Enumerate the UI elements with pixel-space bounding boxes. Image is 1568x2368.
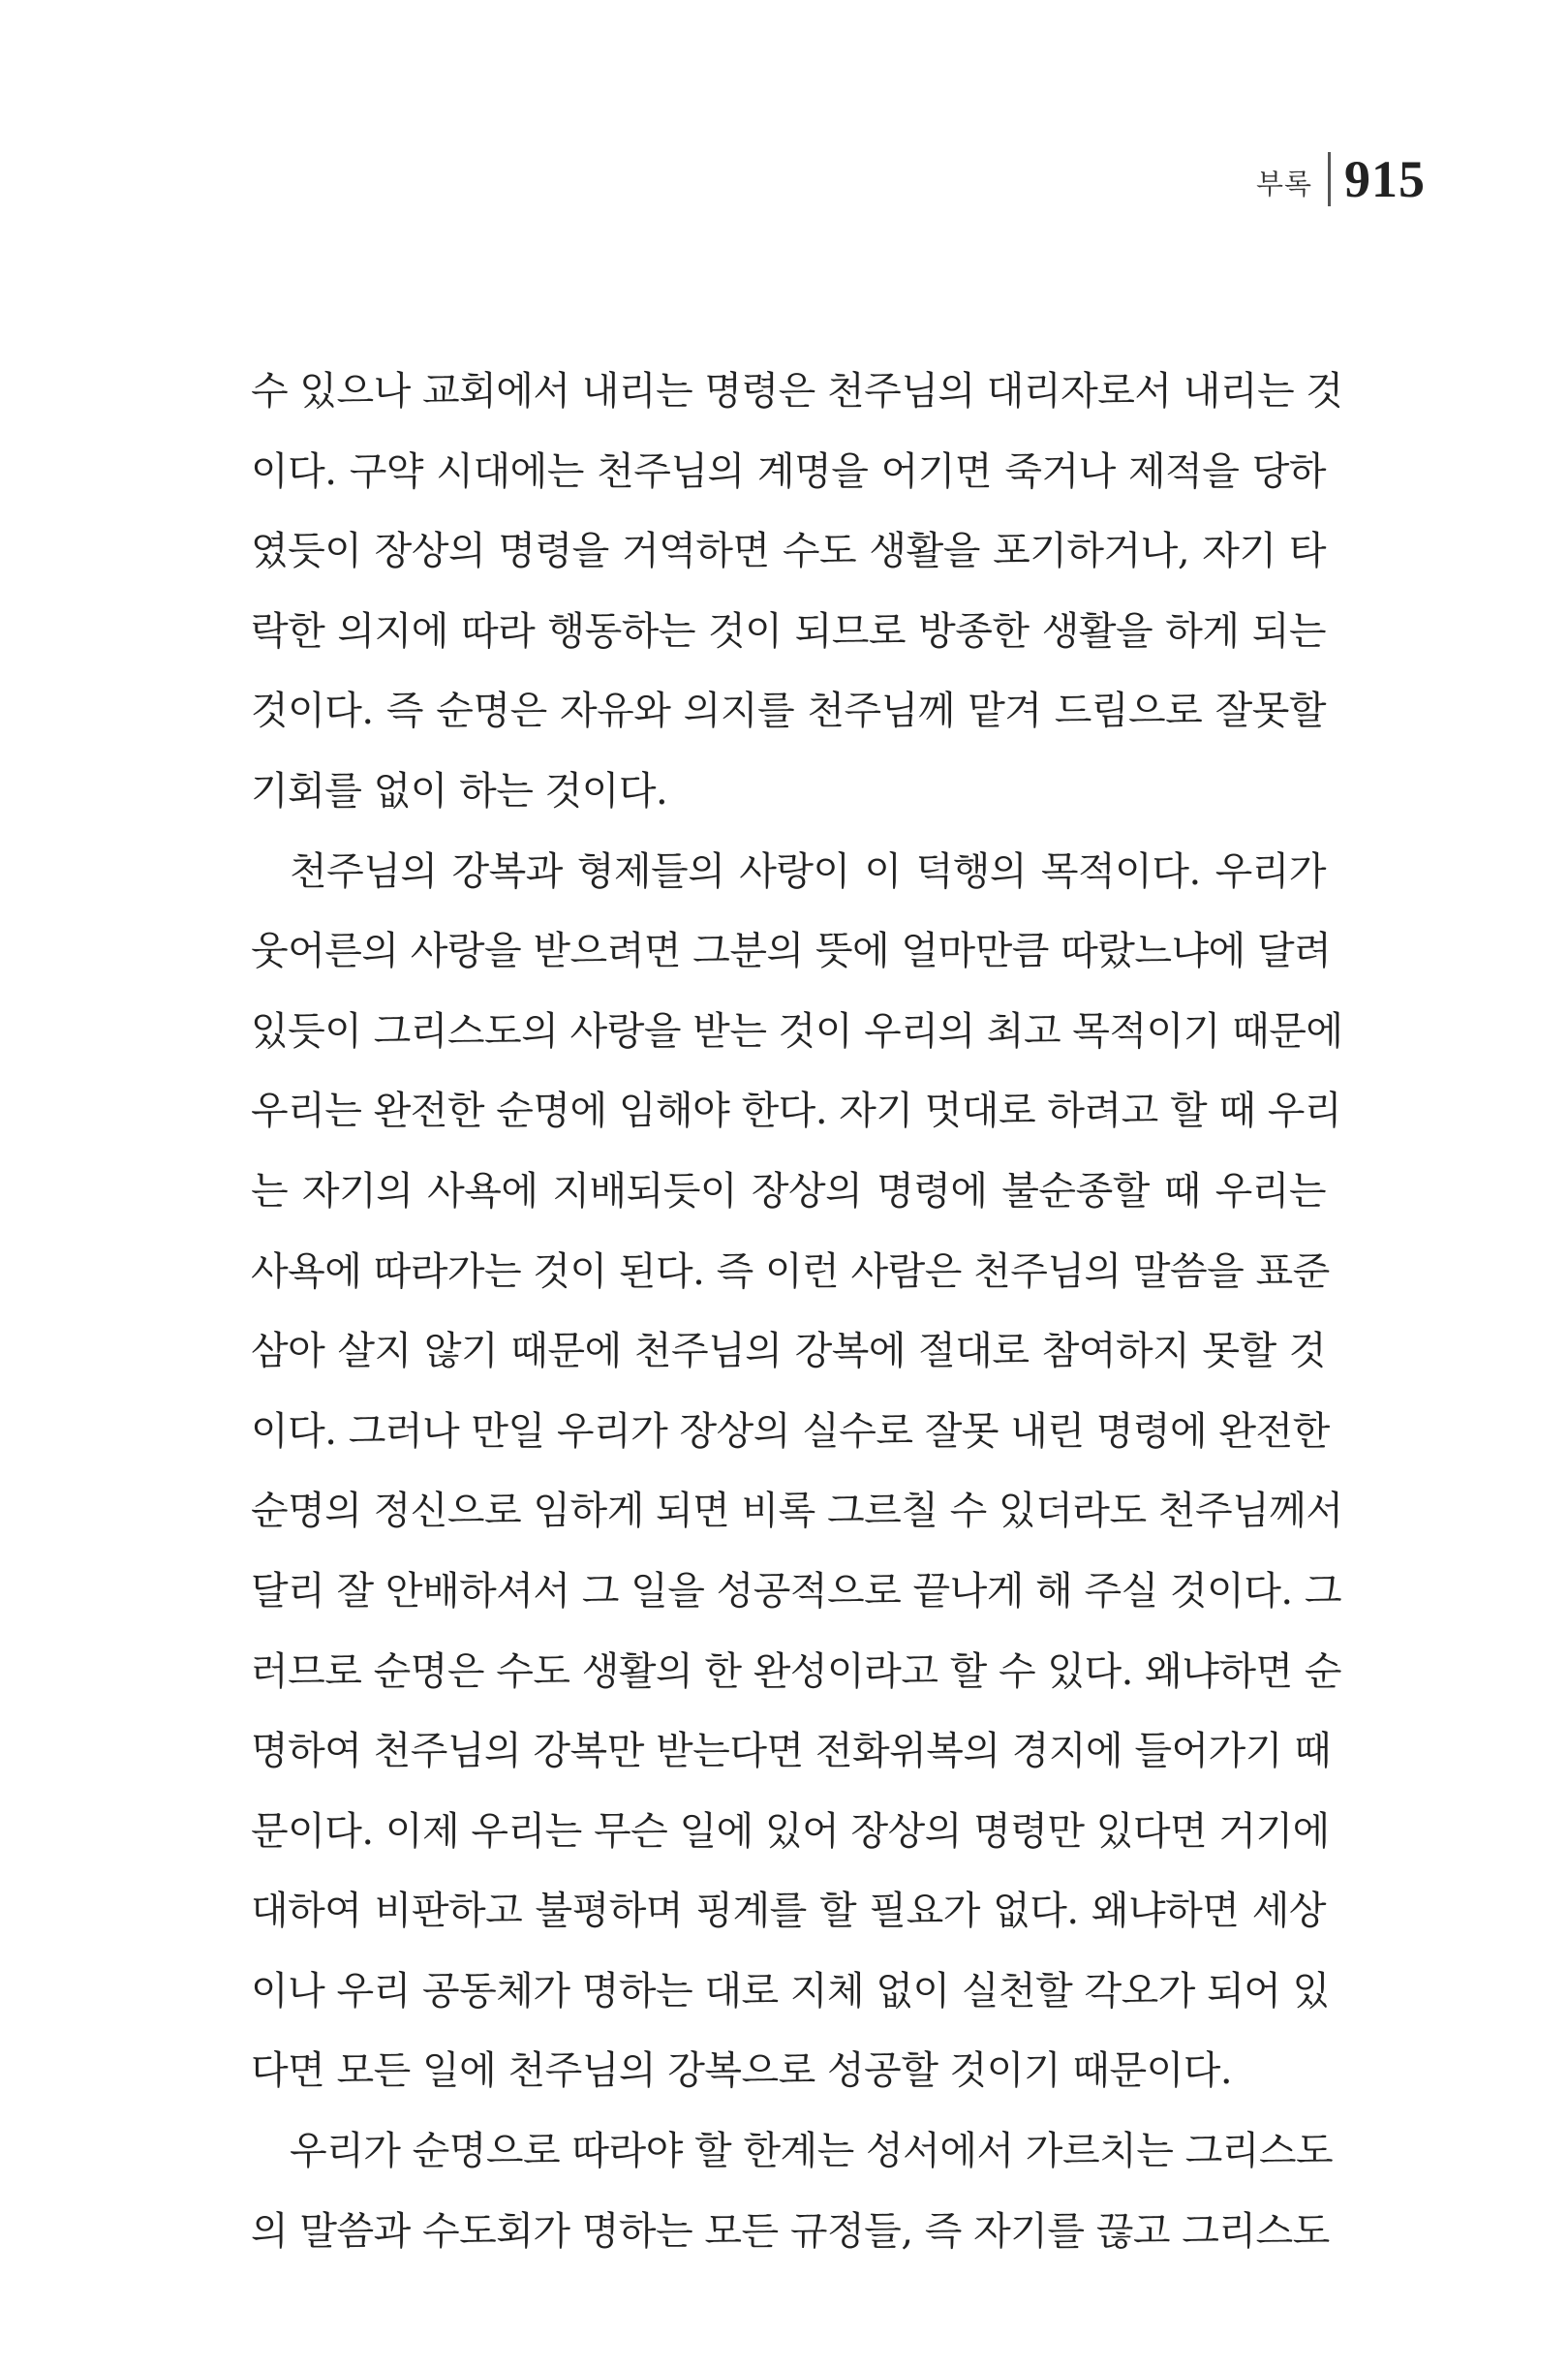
text-line: 천주님의 강복과 형제들의 사랑이 이 덕행의 목적이다. 우리가 xyxy=(290,848,1326,894)
text-line: 것이다. 즉 순명은 자유와 의지를 천주님께 맡겨 드림으로 잘못할 xyxy=(251,689,1326,734)
section-label: 부록 xyxy=(1255,167,1312,200)
text-line: 의 말씀과 수도회가 명하는 모든 규정들, 즉 자기를 끊고 그리스도 xyxy=(251,2208,1330,2254)
text-line: 삼아 살지 않기 때문에 천주님의 강복에 절대로 참여하지 못할 것 xyxy=(251,1329,1326,1374)
body-text xyxy=(251,352,1343,2271)
text-line: 기회를 없이 하는 것이다. xyxy=(251,768,668,814)
text-line: 웃어른의 사랑을 받으려면 그분의 뜻에 얼마만큼 따랐느냐에 달려 xyxy=(251,929,1332,974)
header-divider xyxy=(1328,152,1331,206)
page-number: 915 xyxy=(1344,150,1426,208)
text-line: 이다. 구약 시대에는 천주님의 계명을 어기면 죽거나 제적을 당하 xyxy=(251,448,1326,494)
text-line: 있듯이 그리스도의 사랑을 받는 것이 우리의 최고 목적이기 때문에 xyxy=(251,1008,1343,1054)
text-line: 문이다. 이제 우리는 무슨 일에 있어 장상의 명령만 있다면 거기에 xyxy=(251,1808,1330,1854)
text-line: 우리가 순명으로 따라야 할 한계는 성서에서 가르치는 그리스도 xyxy=(290,2129,1334,2174)
text-line: 우리는 완전한 순명에 임해야 한다. 자기 멋대로 하려고 할 때 우리 xyxy=(251,1089,1342,1134)
running-header xyxy=(1256,145,1426,213)
text-line: 이다. 그러나 만일 우리가 장상의 실수로 잘못 내린 명령에 완전한 xyxy=(251,1408,1330,1454)
text-line: 락한 의지에 따라 행동하는 것이 되므로 방종한 생활을 하게 되는 xyxy=(251,608,1326,654)
text-line: 사욕에 따라가는 것이 된다. 즉 이런 사람은 천주님의 말씀을 표준 xyxy=(251,1248,1330,1294)
text-line: 순명의 정신으로 임하게 되면 비록 그르칠 수 있더라도 천주님께서 xyxy=(251,1489,1343,1534)
text-line: 였듯이 장상의 명령을 거역하면 수도 생활을 포기하거나, 자기 타 xyxy=(251,529,1326,574)
text-line: 다면 모든 일에 천주님의 강복으로 성공할 것이기 때문이다. xyxy=(251,2048,1233,2094)
text-line: 수 있으나 교회에서 내리는 명령은 천주님의 대리자로서 내리는 것 xyxy=(251,369,1343,414)
text-line: 이나 우리 공동체가 명하는 대로 지체 없이 실천할 각오가 되어 있 xyxy=(251,1968,1330,2014)
text-line: 대하여 비판하고 불평하며 핑계를 할 필요가 없다. 왜냐하면 세상 xyxy=(251,1889,1326,1934)
text-line: 명하여 천주님의 강복만 받는다면 전화위복의 경지에 들어가기 때 xyxy=(251,1729,1332,1774)
text-line: 달리 잘 안배하셔서 그 일을 성공적으로 끝나게 해 주실 것이다. 그 xyxy=(251,1568,1342,1614)
text-line: 러므로 순명은 수도 생활의 한 완성이라고 할 수 있다. 왜냐하면 순 xyxy=(251,1648,1342,1694)
text-line: 는 자기의 사욕에 지배되듯이 장상의 명령에 불순종할 때 우리는 xyxy=(251,1168,1326,1214)
